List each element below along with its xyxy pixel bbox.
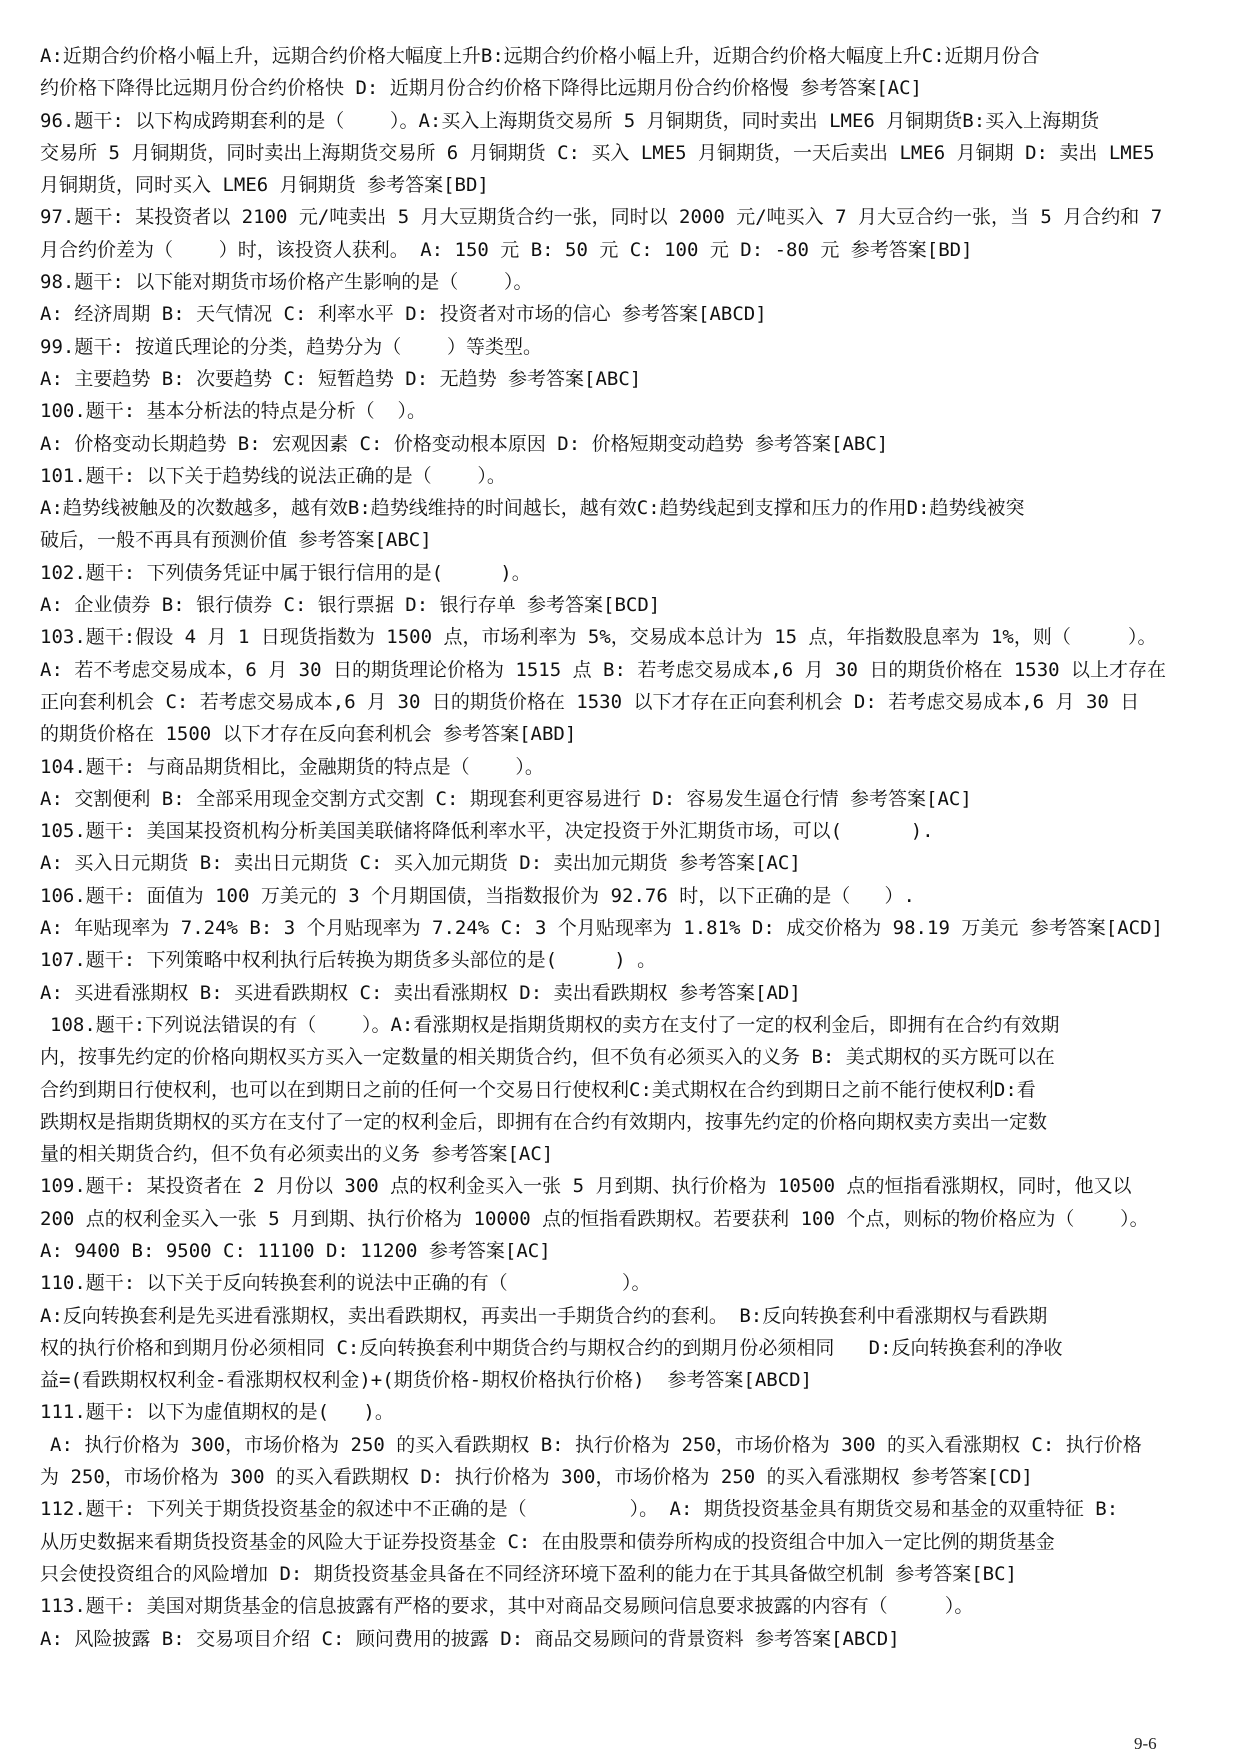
text-line: 112.题干: 下列关于期货投资基金的叙述中不正确的是（ ）。 A: 期货投资基金具有期货交易和基金的双重特征 B: bbox=[40, 1498, 1119, 1521]
text-line: A: 交割便利 B: 全部采用现金交割方式交割 C: 期现套利更容易进行 D: 容易发生逼仓行情 参考答案[AC] bbox=[40, 787, 972, 810]
text-line: 内，按事先约定的价格向期权买方买入一定数量的相关期货合约，但不负有必须买入的义务 B: 美式期权的买方既可以在 bbox=[40, 1046, 1055, 1069]
text-line: 权的执行价格和到期月份必须相同 C:反向转换套利中期货合约与期权合约的到期月份必须相同 D:反向转换套利的净收 bbox=[40, 1336, 1063, 1359]
text-line: 96.题干: 以下构成跨期套利的是（ ）。A:买入上海期货交易所 5 月铜期货，同时卖出 LME6 月铜期货B:买入上海期货 bbox=[40, 109, 1100, 132]
text-line: A:趋势线被触及的次数越多，越有效B:趋势线维持的时间越长，越有效C:趋势线起到支撑和压力的作用D:趋势线被突 bbox=[40, 497, 1025, 520]
text-line: 102.题干: 下列债务凭证中属于银行信用的是( )。 bbox=[40, 561, 531, 584]
text-line: 97.题干: 某投资者以 2100 元/吨卖出 5 月大豆期货合约一张，同时以 2000 元/吨买入 7 月大豆合约一张，当 5 月合约和 7 bbox=[40, 206, 1163, 229]
text-line: 108.题干:下列说法错误的有（ ）。A:看涨期权是指期货期权的卖方在支付了一定的权利金后，即拥有在合约有效期 bbox=[50, 1013, 1060, 1036]
text-line: 113.题干: 美国对期货基金的信息披露有严格的要求，其中对商品交易顾问信息要求披露的内容有（ ）。 bbox=[40, 1595, 974, 1618]
text-line: 100.题干: 基本分析法的特点是分析（ ）。 bbox=[40, 400, 427, 423]
text-line: 量的相关期货合约，但不负有必须卖出的义务 参考答案[AC] bbox=[40, 1143, 554, 1166]
text-line: 105.题干: 美国某投资机构分析美国美联储将降低利率水平，决定投资于外汇期货市场，可以( ). bbox=[40, 820, 934, 843]
text-line: A: 9400 B: 9500 C: 11100 D: 11200 参考答案[AC] bbox=[40, 1239, 551, 1262]
text-line: A: 买进看涨期权 B: 买进看跌期权 C: 卖出看涨期权 D: 卖出看跌期权 参考答案[AD] bbox=[40, 981, 801, 1004]
text-line: 只会使投资组合的风险增加 D: 期货投资基金具备在不同经济环境下盈利的能力在于其具备做空机制 参考答案[BC] bbox=[40, 1562, 1017, 1585]
text-line: A: 买入日元期货 B: 卖出日元期货 C: 买入加元期货 D: 卖出加元期货 参考答案[AC] bbox=[40, 852, 801, 875]
text-line: A: 年贴现率为 7.24% B: 3 个月贴现率为 7.24% C: 3 个月贴现率为 1.81% D: 成交价格为 98.19 万美元 参考答案[ACD] bbox=[40, 917, 1163, 940]
text-line: 的期货价格在 1500 以下才存在反向套利机会 参考答案[ABD] bbox=[40, 723, 577, 746]
text-line: 106.题干: 面值为 100 万美元的 3 个月期国债，当指数报价为 92.76 时，以下正确的是（ ）. bbox=[40, 884, 915, 907]
text-line: 合约到期日行使权利，也可以在到期日之前的任何一个交易日行使权利C:美式期权在合约到期日之前不能行使权利D:看 bbox=[40, 1078, 1036, 1101]
text-line: A:近期合约价格小幅上升，远期合约价格大幅度上升B:远期合约价格小幅上升，近期合约价格大幅度上升C:近期月份合 bbox=[40, 45, 1040, 67]
text-line: 98.题干: 以下能对期货市场价格产生影响的是（ ）。 bbox=[40, 271, 533, 294]
text-line: 破后，一般不再具有预测价值 参考答案[ABC] bbox=[40, 529, 432, 552]
text-line: 200 点的权利金买入一张 5 月到期、执行价格为 10000 点的恒指看跌期权。若要获利 100 个点，则标的物价格应为（ ）。 bbox=[40, 1207, 1149, 1230]
text-line: 月铜期货，同时买入 LME6 月铜期货 参考答案[BD] bbox=[40, 174, 489, 197]
text-line: A: 执行价格为 300，市场价格为 250 的买入看跌期权 B: 执行价格为 250，市场价格为 300 的买入看涨期权 C: 执行价格 bbox=[50, 1433, 1142, 1456]
text-line: 正向套利机会 C: 若考虑交易成本,6 月 30 日的期货价格在 1530 以下才存在正向套利机会 D: 若考虑交易成本,6 月 30 日 bbox=[40, 690, 1140, 713]
text-line: 104.题干: 与商品期货相比，金融期货的特点是（ ）。 bbox=[40, 755, 544, 778]
text-line: 111.题干: 以下为虚值期权的是( )。 bbox=[40, 1401, 394, 1424]
text-line: 从历史数据来看期货投资基金的风险大于证券投资基金 C: 在由股票和债券所构成的投资组合中加入一定比例的期货基金 bbox=[40, 1530, 1055, 1553]
text-line: 月合约价差为（ ）时，该投资人获利。 A: 150 元 B: 50 元 C: 100 元 D: -80 元 参考答案[BD] bbox=[40, 238, 973, 261]
text-line: 103.题干:假设 4 月 1 日现货指数为 1500 点，市场利率为 5%，交易成本总计为 15 点，年指数股息率为 1%，则（ ）。 bbox=[40, 626, 1157, 649]
text-line: A: 经济周期 B: 天气情况 C: 利率水平 D: 投资者对市场的信心 参考答案[ABCD] bbox=[40, 303, 767, 326]
text-line: 109.题干: 某投资者在 2 月份以 300 点的权利金买入一张 5 月到期、执行价格为 10500 点的恒指看涨期权，同时，他又以 bbox=[40, 1175, 1132, 1198]
text-line: A: 价格变动长期趋势 B: 宏观因素 C: 价格变动根本原因 D: 价格短期变动趋势 参考答案[ABC] bbox=[40, 432, 889, 455]
text-line: 99.题干: 按道氏理论的分类，趋势分为（ ）等类型。 bbox=[40, 335, 542, 358]
text-line: 101.题干: 以下关于趋势线的说法正确的是（ ）。 bbox=[40, 464, 506, 487]
text-line: 约价格下降得比远期月份合约价格快 D: 近期月份合约价格下降得比远期月份合约价格慢 参考答案[AC] bbox=[40, 77, 922, 100]
text-line: 交易所 5 月铜期货，同时卖出上海期货交易所 6 月铜期货 C: 买入 LME5 月铜期货，一天后卖出 LME6 月铜期 D: 卖出 LME5 bbox=[40, 141, 1155, 164]
text-line: 110.题干: 以下关于反向转换套利的说法中正确的有（ ）。 bbox=[40, 1272, 651, 1295]
text-line: 为 250，市场价格为 300 的买入看跌期权 D: 执行价格为 300，市场价格为 250 的买入看涨期权 参考答案[CD] bbox=[40, 1466, 1033, 1489]
text-line: A:反向转换套利是先买进看涨期权，卖出看跌期权，再卖出一手期货合约的套利。 B:反向转换套利中看涨期权与看跌期 bbox=[40, 1304, 1048, 1327]
text-line: 107.题干: 下列策略中权利执行后转换为期货多头部位的是( ) 。 bbox=[40, 949, 657, 972]
text-line: 跌期权是指期货期权的买方在支付了一定的权利金后，即拥有在合约有效期内，按事先约定的价格向期权卖方卖出一定数 bbox=[40, 1110, 1048, 1133]
page-number: 9-6 bbox=[1134, 1734, 1157, 1753]
text-line: A: 主要趋势 B: 次要趋势 C: 短暂趋势 D: 无趋势 参考答案[ABC] bbox=[40, 367, 642, 390]
text-line: A: 若不考虑交易成本，6 月 30 日的期货理论价格为 1515 点 B: 若考虑交易成本,6 月 30 日的期货价格在 1530 以上才存在 bbox=[40, 658, 1167, 681]
text-line: A: 风险披露 B: 交易项目介绍 C: 顾问费用的披露 D: 商品交易顾问的背景资料 参考答案[ABCD] bbox=[40, 1627, 900, 1650]
text-line: 益=(看跌期权权利金-看涨期权权利金)+(期货价格-期权价格执行价格) 参考答案[ABCD] bbox=[40, 1369, 813, 1392]
document-body bbox=[40, 40, 1208, 1655]
text-line: A: 企业债券 B: 银行债券 C: 银行票据 D: 银行存单 参考答案[BCD] bbox=[40, 594, 661, 617]
